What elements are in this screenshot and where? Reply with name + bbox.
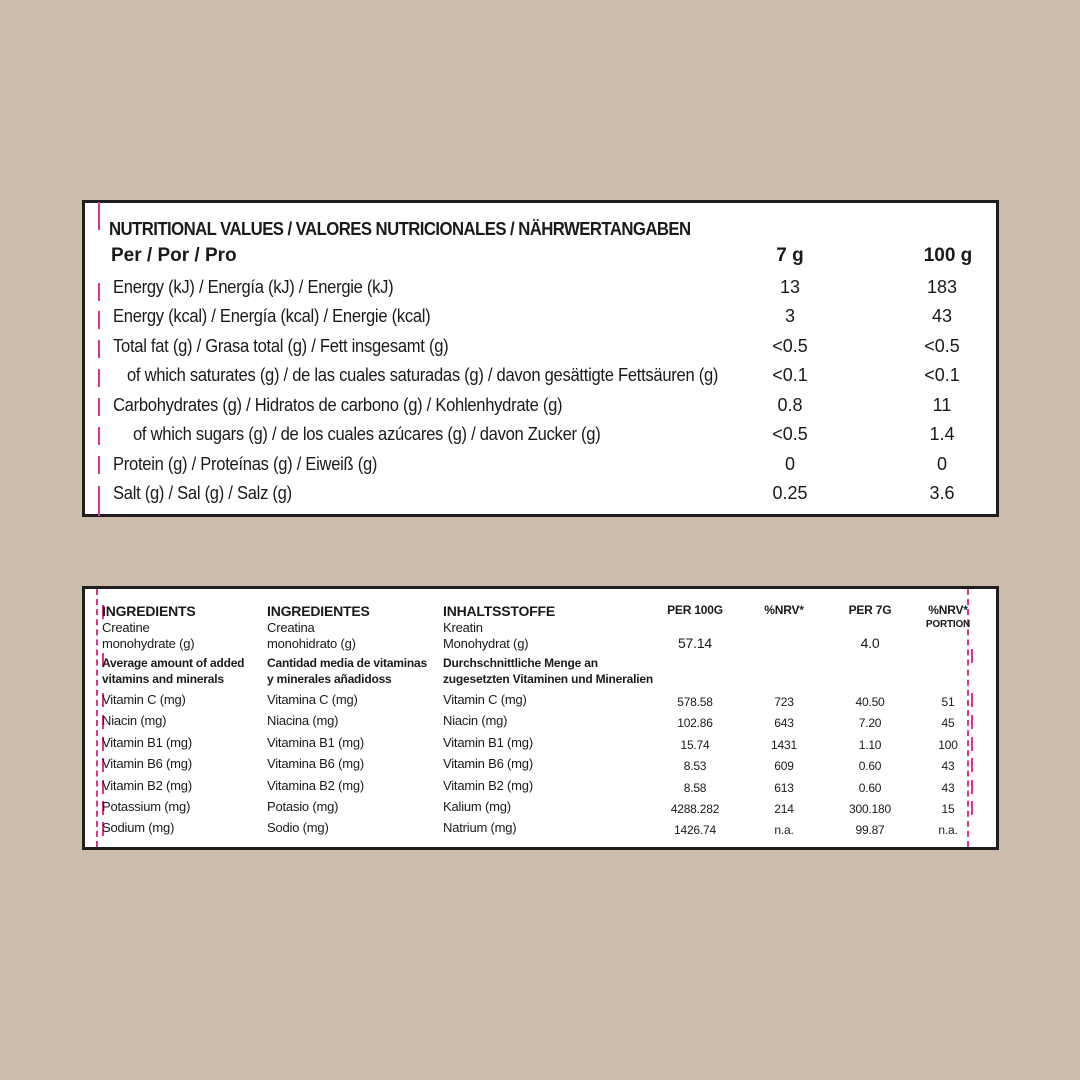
creatine-per-100g: 57.14 [677,635,713,651]
row-label: Energy (kcal) / Energía (kcal) / Energie (kcal) [113,306,431,326]
creatine-en-1: Creatine [102,620,150,635]
header-portion: PORTION [925,619,971,630]
creatine-es-1: Creatina [267,620,315,635]
row-label: Carbohydrates (g) / Hidratos de carbono (g) / Kohlenhydrate (g) [113,395,563,415]
header-nrv-portion: %NRV* [928,603,968,617]
row-name-es: Vitamina C (mg) [267,692,358,707]
creatine-de-2: Monohydrat (g) [443,636,529,651]
row-name-en: Niacin (mg) [102,713,167,728]
header-ingredients-es: INGREDIENTES [267,603,370,619]
subheader-es-line2: y minerales añadidoss [267,672,392,686]
subheader-es-line1: Cantidad media de vitaminas [267,656,427,670]
header-per-100g: PER 100G [667,603,723,617]
value-100g: <0.1 [924,365,960,385]
row-label: Total fat (g) / Grasa total (g) / Fett insgesamt (g) [113,336,449,356]
nutrition-title: NUTRITIONAL VALUES / VALORES NUTRICIONALES / NÄHRWERTANGABEN [109,219,691,239]
row-name-en: Vitamin C (mg) [102,692,186,707]
value-100g: 1.4 [929,424,955,444]
subheader-de-line2: zugesetzten Vitaminen und Mineralien [443,672,653,686]
row-name-de: Niacin (mg) [443,713,508,728]
value-7g: 3 [784,306,795,326]
value-100g: 3.6 [929,483,955,503]
row-name-de: Vitamin B2 (mg) [443,778,533,793]
row-per-7g: 0.60 [858,781,882,795]
nutrition-row [85,336,996,365]
row-name-en: Vitamin B6 (mg) [102,756,192,771]
row-name-es: Sodio (mg) [267,820,329,835]
row-name-de: Vitamin C (mg) [443,692,527,707]
row-name-en: Vitamin B2 (mg) [102,778,192,793]
nutrition-row [85,395,996,424]
row-per-100g: 4288.282 [670,802,720,816]
nutrition-row [85,483,996,512]
row-label: of which saturates (g) / de las cuales saturadas (g) / davon gesättigte Fettsäuren (g) [127,365,719,385]
row-label: Salt (g) / Sal (g) / Salz (g) [113,483,292,503]
nutrition-row [85,277,996,306]
creatine-es-2: monohidrato (g) [267,636,356,651]
header-ingredients-en: INGREDIENTS [102,603,196,619]
row-nrv: 214 [774,802,794,816]
value-7g: 13 [779,277,801,297]
ingredients-table [82,586,999,850]
row-name-de: Vitamin B1 (mg) [443,735,533,750]
value-7g: 0.8 [777,395,803,415]
value-100g: 183 [926,277,958,297]
subheader-de [443,655,653,687]
creatine-de-1: Kreatin [443,620,483,635]
row-label: of which sugars (g) / de los cuales azúcares (g) / davon Zucker (g) [133,424,601,444]
value-7g: <0.1 [772,365,808,385]
nutrition-row [85,365,996,394]
subheader-en-line1: Average amount of added [102,656,245,670]
row-name-es: Niacina (mg) [267,713,339,728]
row-per-100g: 102.86 [677,716,713,730]
row-label: Protein (g) / Proteínas (g) / Eiweiß (g) [113,454,378,474]
row-per-7g: 99.87 [855,823,885,837]
row-nrv-portion: 43 [941,781,955,795]
row-per-7g: 1.10 [858,738,882,752]
nutrition-table [82,200,999,517]
row-nrv: n.a. [774,823,794,837]
creatine-per-7g: 4.0 [860,635,880,651]
col-100g-header: 100 g [923,245,973,266]
guide-mark [98,202,100,230]
row-nrv-portion: 51 [941,695,955,709]
subheader-en-line2: vitamins and minerals [102,672,224,686]
value-100g: 0 [936,454,947,474]
header-nrv: %NRV* [764,603,804,617]
value-7g: 0.25 [772,483,808,503]
value-100g: <0.5 [924,336,960,356]
row-nrv: 1431 [771,738,797,752]
row-name-en: Sodium (mg) [102,820,175,835]
per-label: Per / Por / Pro [111,245,237,266]
row-per-100g: 8.53 [683,759,707,773]
row-name-de: Natrium (mg) [443,820,517,835]
value-7g: <0.5 [772,424,808,444]
col-7g-header: 7 g [776,245,804,266]
subheader-es [267,655,427,687]
row-name-de: Vitamin B6 (mg) [443,756,533,771]
row-per-7g: 300.180 [849,802,891,816]
value-7g: 0 [784,454,795,474]
row-per-100g: 8.58 [683,781,707,795]
row-per-100g: 15.74 [680,738,710,752]
value-100g: 11 [932,395,952,415]
row-nrv-portion: 15 [941,802,955,816]
row-per-100g: 1426.74 [674,823,716,837]
row-nrv-portion: 43 [941,759,955,773]
row-nrv-portion: n.a. [938,823,958,837]
row-nrv: 723 [774,695,794,709]
subheader-en [102,655,244,687]
nutrition-row [85,306,996,335]
header-per-7g: PER 7G [848,603,892,617]
row-name-de: Kalium (mg) [443,799,511,814]
guide-line-left [96,589,98,847]
row-name-en: Potassium (mg) [102,799,191,814]
row-nrv: 609 [774,759,794,773]
subheader-de-line1: Durchschnittliche Menge an [443,656,598,670]
value-7g: <0.5 [772,336,808,356]
row-name-en: Vitamin B1 (mg) [102,735,192,750]
nutrition-row [85,454,996,483]
row-name-es: Vitamina B6 (mg) [267,756,364,771]
row-label: Energy (kJ) / Energía (kJ) / Energie (kJ) [113,277,394,297]
guide-mark [971,649,973,663]
row-per-7g: 40.50 [855,695,885,709]
value-100g: 43 [931,306,953,326]
row-per-100g: 578.58 [677,695,713,709]
row-nrv: 613 [774,781,794,795]
row-nrv-portion: 100 [938,738,958,752]
header-ingredients-de: INHALTSSTOFFE [443,603,555,619]
row-nrv: 643 [774,716,794,730]
nutrition-row [85,424,996,453]
row-name-es: Vitamina B1 (mg) [267,735,364,750]
creatine-en-2: monohydrate (g) [102,636,195,651]
row-name-es: Potasio (mg) [267,799,339,814]
row-name-es: Vitamina B2 (mg) [267,778,364,793]
row-per-7g: 7.20 [858,716,882,730]
row-per-7g: 0.60 [858,759,882,773]
row-nrv-portion: 45 [941,716,955,730]
